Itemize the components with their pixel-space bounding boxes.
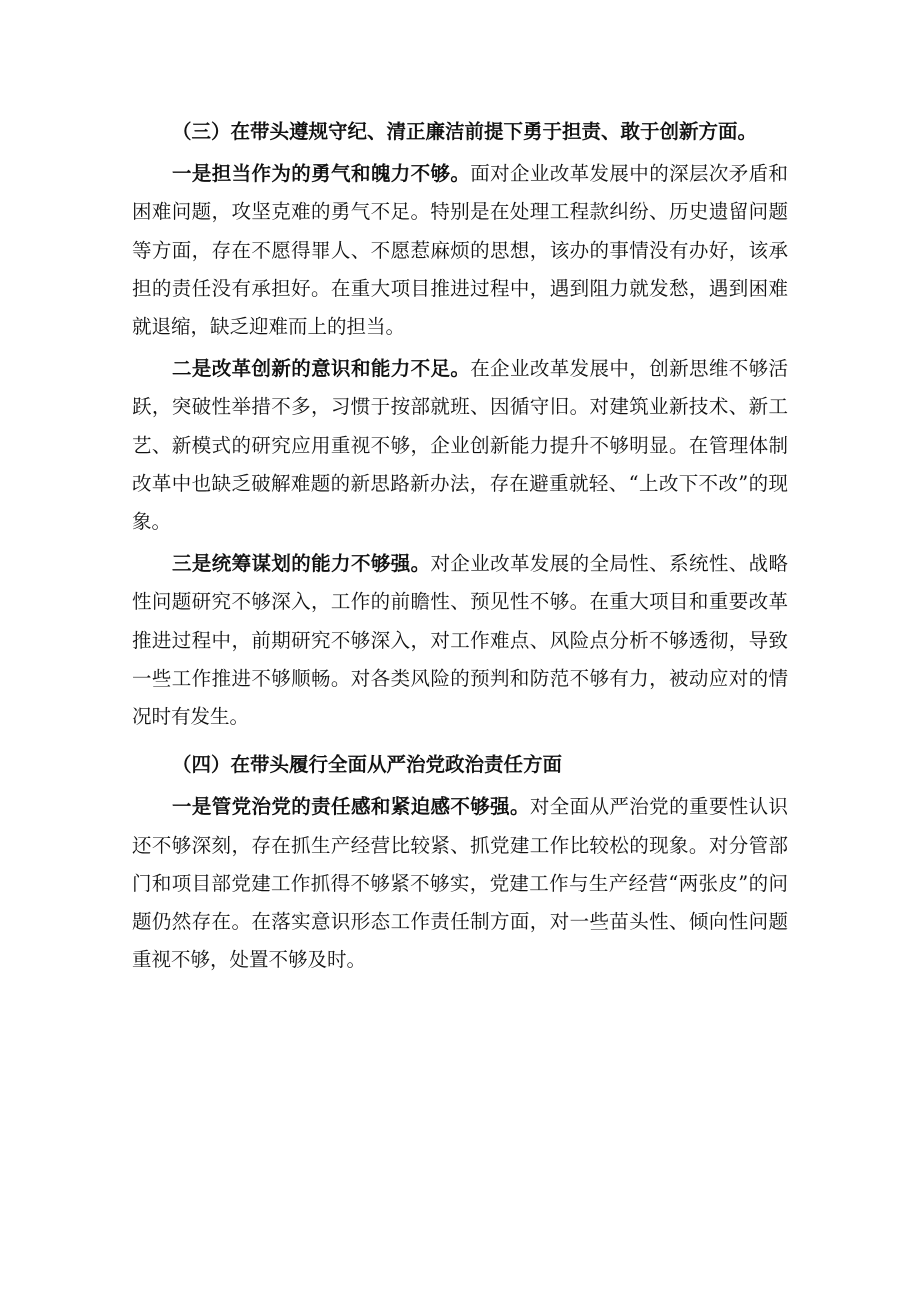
paragraph-planning <box>132 545 788 736</box>
section-heading-3: （三）在带头遵规守纪、清正廉洁前提下勇于担责、敢于创新方面。 <box>172 120 758 143</box>
paragraph-lead: 一是担当作为的勇气和魄力不够。 <box>172 162 471 186</box>
paragraph-party-governance <box>132 788 788 979</box>
paragraph-text: 面对企业改革发展中的深层次矛盾和困难问题，攻坚克难的勇气不足。特别是在处理工程款纠纷、历史遗留问题等方面，存在不愿得罪人、不愿惹麻烦的思想，该办的事情没有办好，该承担的责任没有承担好。在重大项目推进过程中，遇到阻力就发愁，遇到困难就退缩，缺乏迎难而上的担当。 <box>132 162 788 339</box>
paragraph-lead: 三是统筹谋划的能力不够强。 <box>172 552 431 576</box>
section-heading-4: （四）在带头履行全面从严治党政治责任方面 <box>172 753 563 777</box>
paragraph-innovation <box>132 350 788 541</box>
paragraph-lead: 一是管党治党的责任感和紧迫感不够强。 <box>172 795 530 819</box>
paragraph-text: 对全面从严治党的重要性认识还不够深刻，存在抓生产经营比较紧、抓党建工作比较松的现象。对分管部门和项目部党建工作抓得不够紧不够实，党建工作与生产经营“两张皮”的问题仍然存在。在落实意识形态工作责任制方面，对一些苗头性、倾向性问题重视不够，处置不够及时。 <box>132 795 788 972</box>
paragraph-text: 对企业改革发展的全局性、系统性、战略性问题研究不够深入，工作的前瞻性、预见性不够。在重大项目和重要改革推进过程中，前期研究不够深入，对工作难点、风险点分析不够透彻，导致一些工作推进不够顺畅。对各类风险的预判和防范不够有力，被动应对的情况时有发生。 <box>132 552 788 729</box>
document-body <box>132 113 788 979</box>
paragraph-lead: 二是改革创新的意识和能力不足。 <box>172 357 471 381</box>
paragraph-courage <box>132 155 788 346</box>
paragraph-text: 在企业改革发展中，创新思维不够活跃，突破性举措不多，习惯于按部就班、因循守旧。对建筑业新技术、新工艺、新模式的研究应用重视不够，企业创新能力提升不够明显。在管理体制改革中也缺乏破解难题的新思路新办法，存在避重就轻、“上改下不改”的现象。 <box>132 357 788 534</box>
